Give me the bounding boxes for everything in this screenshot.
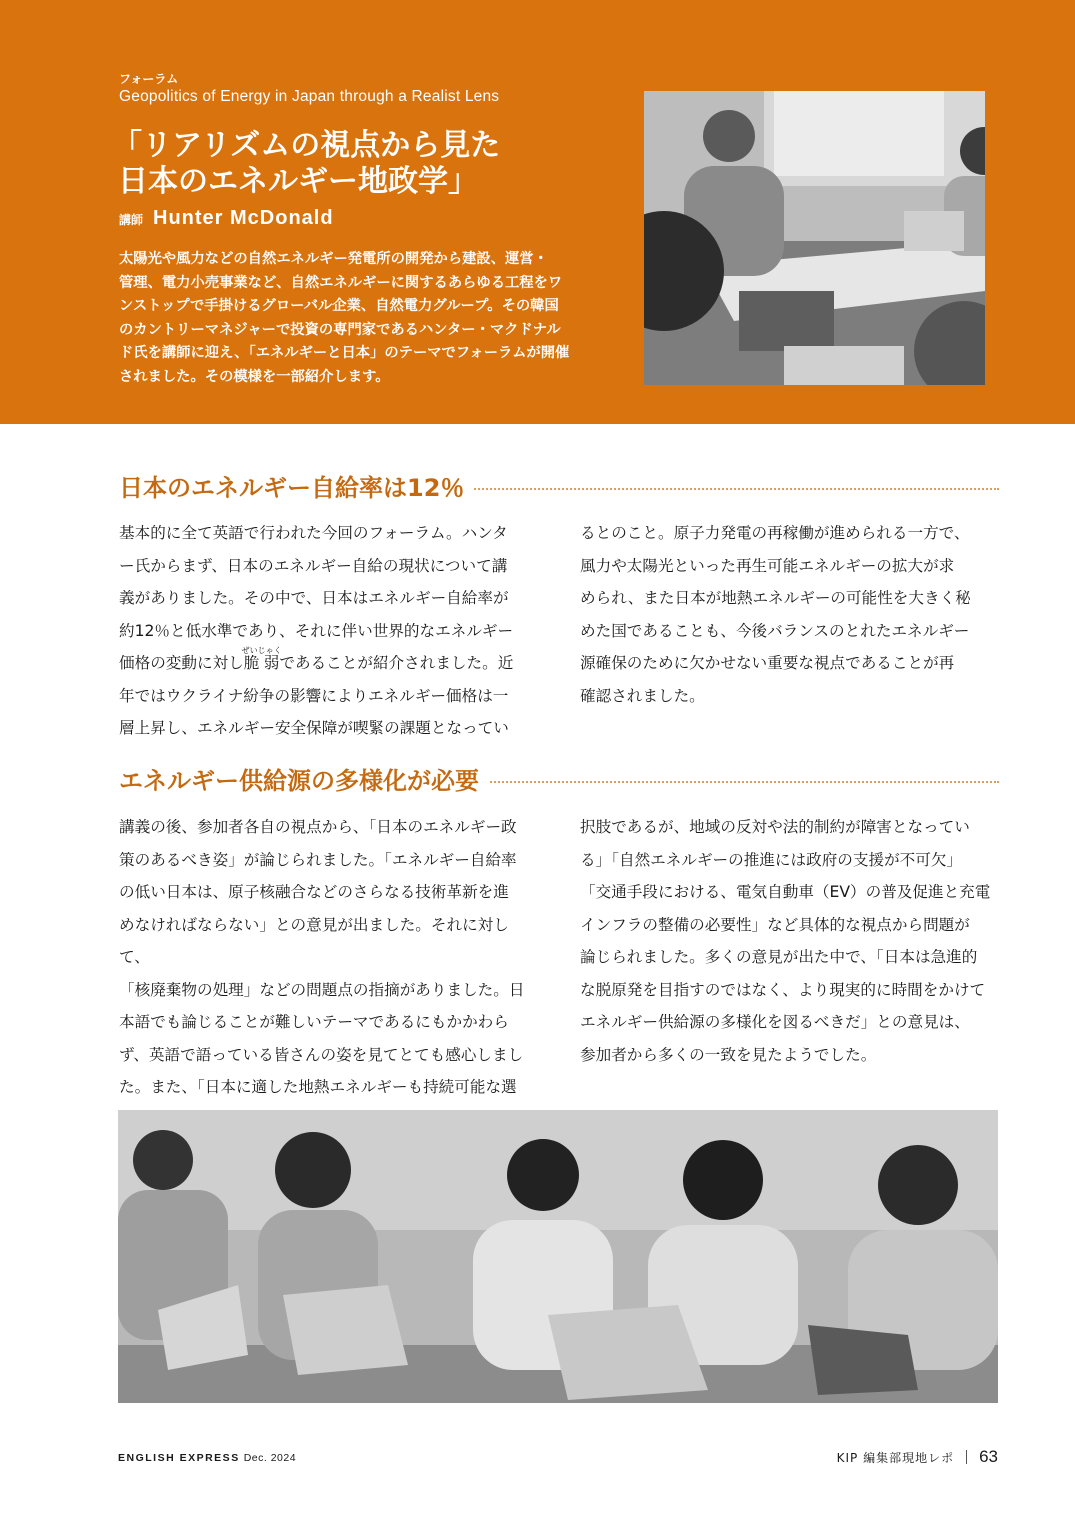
text-line: 策のあるべき姿」が論じられました。「エネルギー自給率	[119, 850, 517, 869]
lead-line: ド氏を講師に迎え、「エネルギーと日本」のテーマでフォーラムが開催	[119, 345, 570, 361]
title-line-2: 日本のエネルギー地政学」	[118, 164, 478, 199]
lecturer-name: Hunter McDonald	[153, 207, 334, 229]
section-2-right-column	[580, 811, 1000, 1071]
lead-line: ンストップで手掛けるグローバル企業、自然電力グループ。その韓国	[119, 298, 559, 314]
text-line: 本語でも論じることが難しいテーマであるにもかかわら	[119, 1013, 509, 1031]
text-line: めた国であることも、今後バランスのとれたエネルギー	[580, 621, 970, 640]
section-1-title: 日本のエネルギー自給率は12％	[119, 472, 474, 504]
lead-line: 太陽光や風力などの自然エネルギー発電所の開発から建設、運営・	[119, 251, 548, 267]
lead-line: のカントリーマネジャーで投資の専門家であるハンター・マクドナル	[119, 321, 561, 338]
text-line: 「交通手段における、電気自動車（EV）の普及促進と充電	[580, 883, 991, 901]
text-line: ず、英語で語っている皆さんの姿を見てとても感心しまし	[119, 1045, 524, 1064]
text-line-pre: 価格の変動に対し	[119, 654, 244, 672]
text-line: の低い日本は、原子核融合などのさらなる技術革新を進	[119, 883, 509, 901]
ruby-reading: ぜいじゃく	[241, 646, 282, 655]
english-subtitle: Geopolitics of Energy in Japan through a Realist Lens	[119, 88, 500, 105]
participants-photo	[118, 1110, 998, 1403]
section-2-title: エネルギー供給源の多様化が必要	[119, 765, 489, 797]
section-label: KIP 編集部現地レポ	[836, 1450, 955, 1465]
section-2-left-column	[119, 811, 539, 1104]
footer-divider	[966, 1450, 967, 1464]
section-1-right-column	[580, 517, 1000, 712]
participants-photo-image	[118, 1110, 998, 1403]
lecturer-role: 講師	[119, 213, 144, 227]
header-banner	[0, 0, 1075, 424]
text-line: 択肢であるが、地域の反対や法的制約が障害となってい	[580, 818, 970, 836]
text-line-post: であることが紹介されました。近	[279, 654, 514, 672]
magazine-name: ENGLISH EXPRESS	[118, 1452, 240, 1464]
text-line: る」「自然エネルギーの推進には政府の支援が不可欠」	[580, 850, 963, 869]
text-line: 論じられました。多くの意見が出た中で、「日本は急進的	[580, 948, 978, 966]
text-line: められ、また日本が地熱エネルギーの可能性を大きく秘	[580, 589, 971, 607]
page-title	[112, 128, 500, 200]
page-number: 63	[979, 1447, 998, 1466]
lead-paragraph	[119, 248, 609, 389]
text-line: 基本的に全て英語で行われた今回のフォーラム。ハンタ	[119, 524, 508, 542]
section-1-left-column	[119, 517, 539, 745]
lead-line: されました。その模様を一部紹介します。	[119, 368, 390, 385]
kicker: フォーラム	[119, 72, 179, 86]
lecture-photo	[644, 91, 985, 385]
text-line: 義がありました。その中で、日本はエネルギー自給率が	[119, 589, 509, 607]
text-line: 講義の後、参加者各自の視点から、「日本のエネルギー政	[119, 818, 517, 836]
text-line: 年ではウクライナ紛争の影響によりエネルギー価格は一	[119, 686, 509, 705]
text-line: インフラの整備の必要性」など具体的な視点から問題が	[580, 915, 970, 934]
text-line: た。また、「日本に適した地熱エネルギーも持続可能な選	[119, 1078, 517, 1096]
footer-magazine	[118, 1452, 296, 1464]
text-line: めなければならない」との意見が出ました。それに対して、	[119, 915, 509, 966]
lead-line: 管理、電力小売事業など、自然エネルギーに関するあらゆる工程をワ	[119, 274, 563, 291]
section-1-heading	[119, 472, 999, 512]
text-line: るとのこと。原子力発電の再稼働が進められる一方で、	[580, 524, 970, 542]
text-line: 参加者から多くの一致を見たようでした。	[580, 1045, 877, 1064]
title-line-1: 「リアリズムの視点から見た	[112, 128, 501, 163]
lecturer	[119, 207, 334, 230]
text-line: 層上昇し、エネルギー安全保障が喫緊の課題となってい	[119, 719, 509, 737]
footer-section	[837, 1447, 998, 1467]
section-2-heading	[119, 765, 999, 805]
text-line: 確認されました。	[580, 686, 705, 705]
text-line: 約12％と低水準であり、それに伴い世界的なエネルギー	[119, 621, 514, 640]
text-line: 風力や太陽光といった再生可能エネルギーの拡大が求	[580, 556, 955, 575]
text-line: 「核廃棄物の処理」などの問題点の指摘がありました。日	[119, 980, 525, 999]
text-line: ー氏からまず、日本のエネルギー自給の現状について講	[119, 556, 508, 575]
ruby-base: 脆弱	[241, 654, 282, 672]
text-line: エネルギー供給源の多様化を図るべきだ」との意見は、	[580, 1013, 970, 1031]
text-line: な脱原発を目指すのではなく、より現実的に時間をかけて	[580, 980, 986, 999]
text-line: 源確保のために欠かせない重要な視点であることが再	[580, 654, 955, 672]
issue-date: Dec. 2024	[243, 1452, 297, 1464]
ruby-word	[241, 646, 282, 672]
lecture-photo-image	[644, 91, 985, 385]
